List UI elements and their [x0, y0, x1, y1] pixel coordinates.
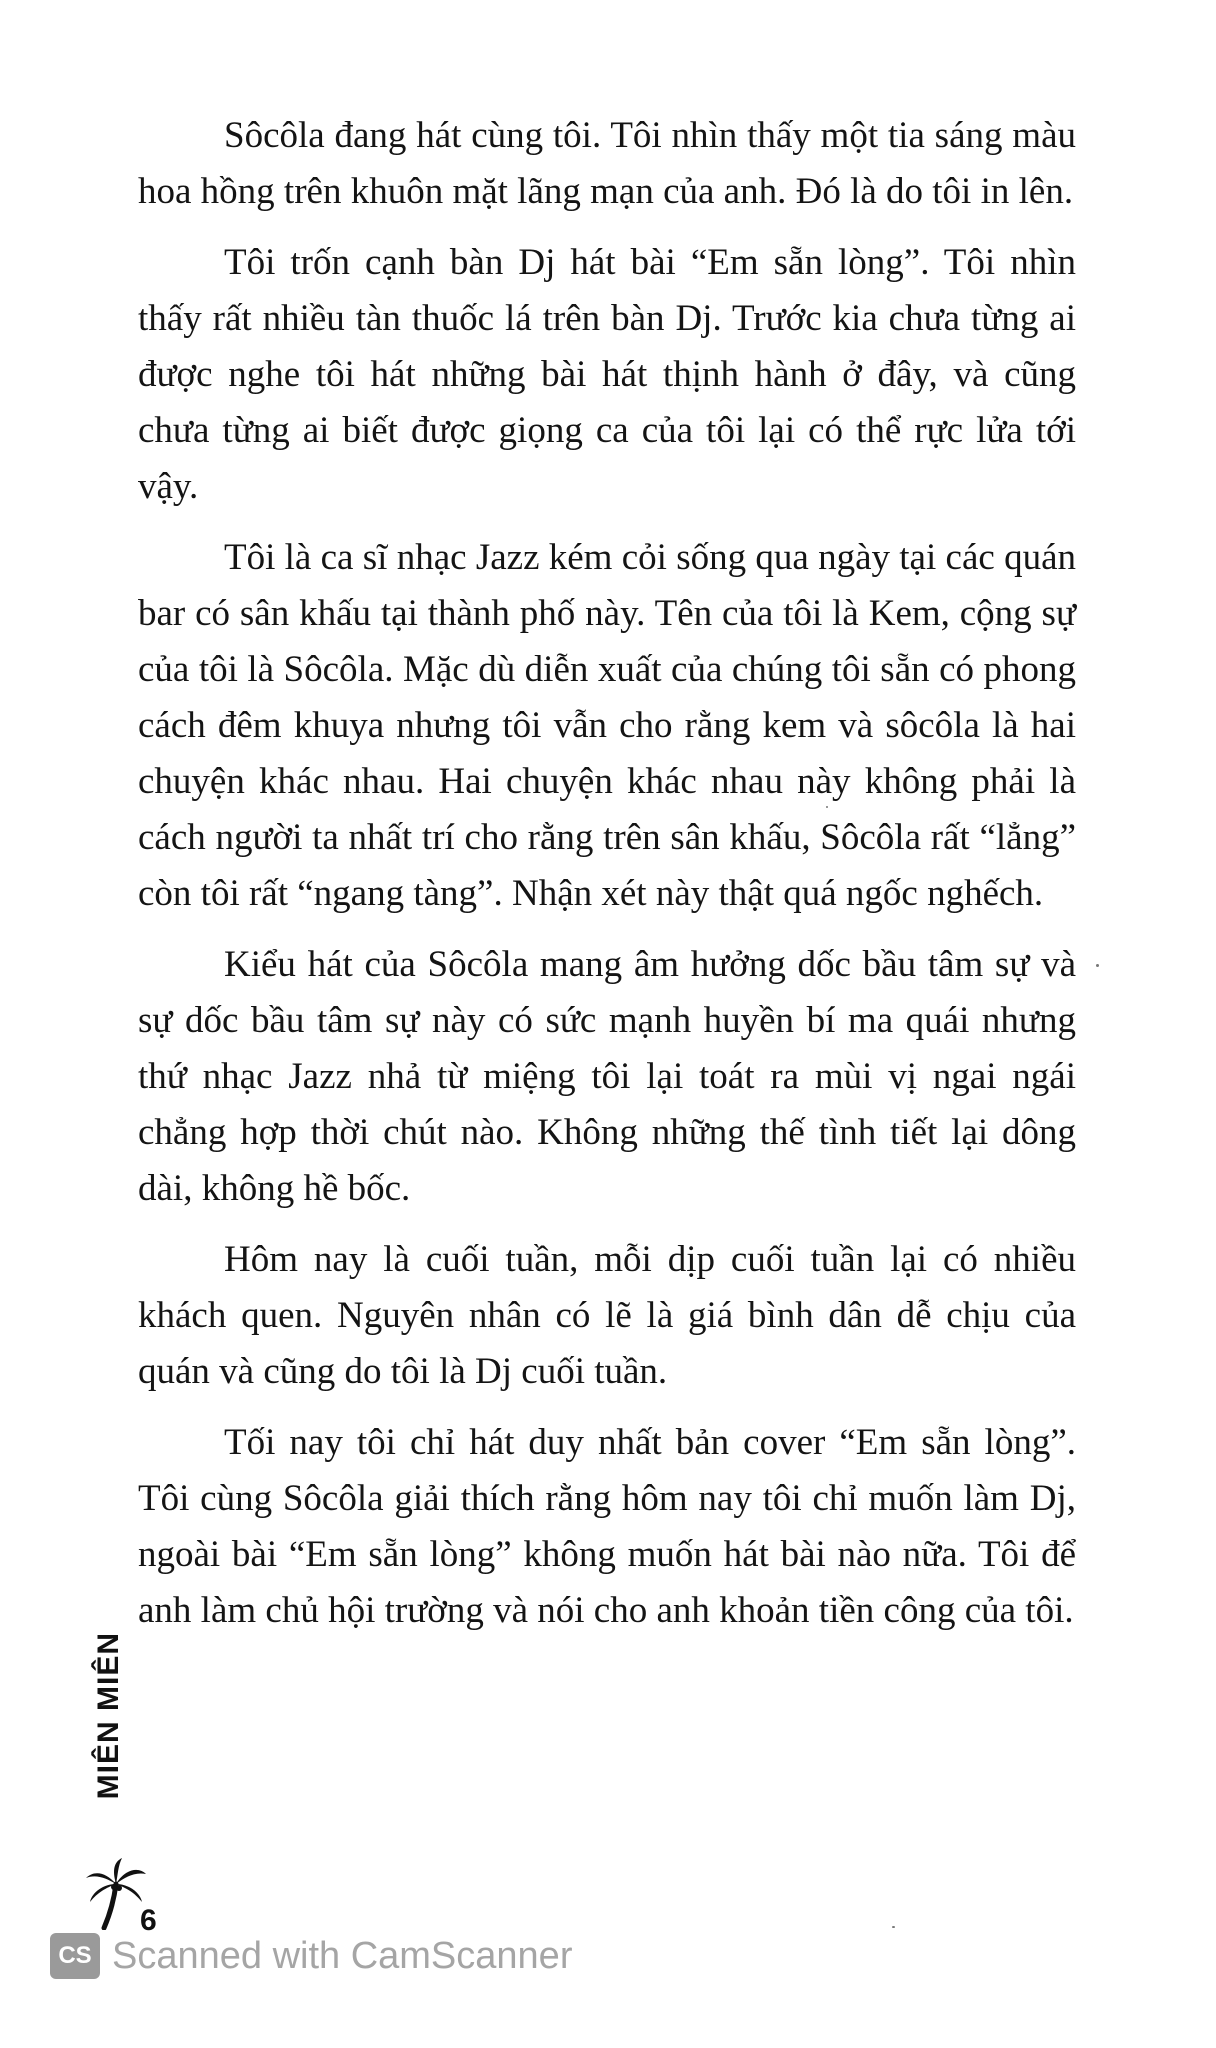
camscanner-logo-icon — [50, 1933, 100, 1979]
paragraph: Kiểu hát của Sôcôla mang âm hưởng dốc bầu tâm sự và sự dốc bầu tâm sự này có sức mạnh huyền bí ma quái nhưng thứ nhạc Jazz nhả từ miệng tôi lại toát ra mùi vị ngai ngái chẳng hợp thời chút nào. Không những thế tình tiết lại dông dài, không hề bốc. — [138, 944, 1076, 1209]
palm-tree-icon — [84, 1856, 148, 1930]
scan-speck — [1096, 964, 1099, 967]
page-number: 6 — [140, 1904, 157, 1937]
paragraph: Tối nay tôi chỉ hát duy nhất bản cover “Em sẵn lòng”. Tôi cùng Sôcôla giải thích rằng hôm nay tôi chỉ muốn làm Dj, ngoài bài “Em sẵn lòng” không muốn hát bài nào nữa. Tôi để anh làm chủ hội trường và nói cho anh khoản tiền công của tôi. — [138, 1422, 1076, 1631]
paragraph: Hôm nay là cuối tuần, mỗi dịp cuối tuần lại có nhiều khách quen. Nguyên nhân có lẽ là giá bình dân dễ chịu của quán và cũng do tôi là Dj cuối tuần. — [138, 1239, 1076, 1392]
scanner-watermark — [50, 1932, 572, 1980]
paragraph: Tôi là ca sĩ nhạc Jazz kém cỏi sống qua ngày tại các quán bar có sân khấu tại thành phố này. Tên của tôi là Kem, cộng sự của tôi là Sôcôla. Mặc dù diễn xuất của chúng tôi sẵn có phong cách đêm khuya nhưng tôi vẫn cho rằng kem và sôcôla là hai chuyện khác nhau. Hai chuyện khác nhau này không phải là cách người ta nhất trí cho rằng trên sân khấu, Sôcôla rất “lẳng” còn tôi rất “ngang tàng”. Nhận xét này thật quá ngốc nghếch. — [138, 537, 1076, 914]
scan-speck — [892, 1926, 895, 1928]
paragraph: Tôi trốn cạnh bàn Dj hát bài “Em sẵn lòng”. Tôi nhìn thấy rất nhiều tàn thuốc lá trên bàn Dj. Trước kia chưa từng ai được nghe tôi hát những bài hát thịnh hành ở đây, và cũng chưa từng ai biết được giọng ca của tôi lại có thể rực lửa tới vậy. — [138, 242, 1076, 507]
author-name-vertical: MIÊN MIÊN — [92, 1632, 125, 1800]
body-text — [138, 108, 1076, 1654]
scan-speck — [826, 806, 828, 808]
camscanner-logo-text: CS — [58, 1942, 92, 1969]
watermark-text: Scanned with CamScanner — [112, 1934, 573, 1977]
paragraph: Sôcôla đang hát cùng tôi. Tôi nhìn thấy một tia sáng màu hoa hồng trên khuôn mặt lãng mạn của anh. Đó là do tôi in lên. — [138, 115, 1076, 212]
